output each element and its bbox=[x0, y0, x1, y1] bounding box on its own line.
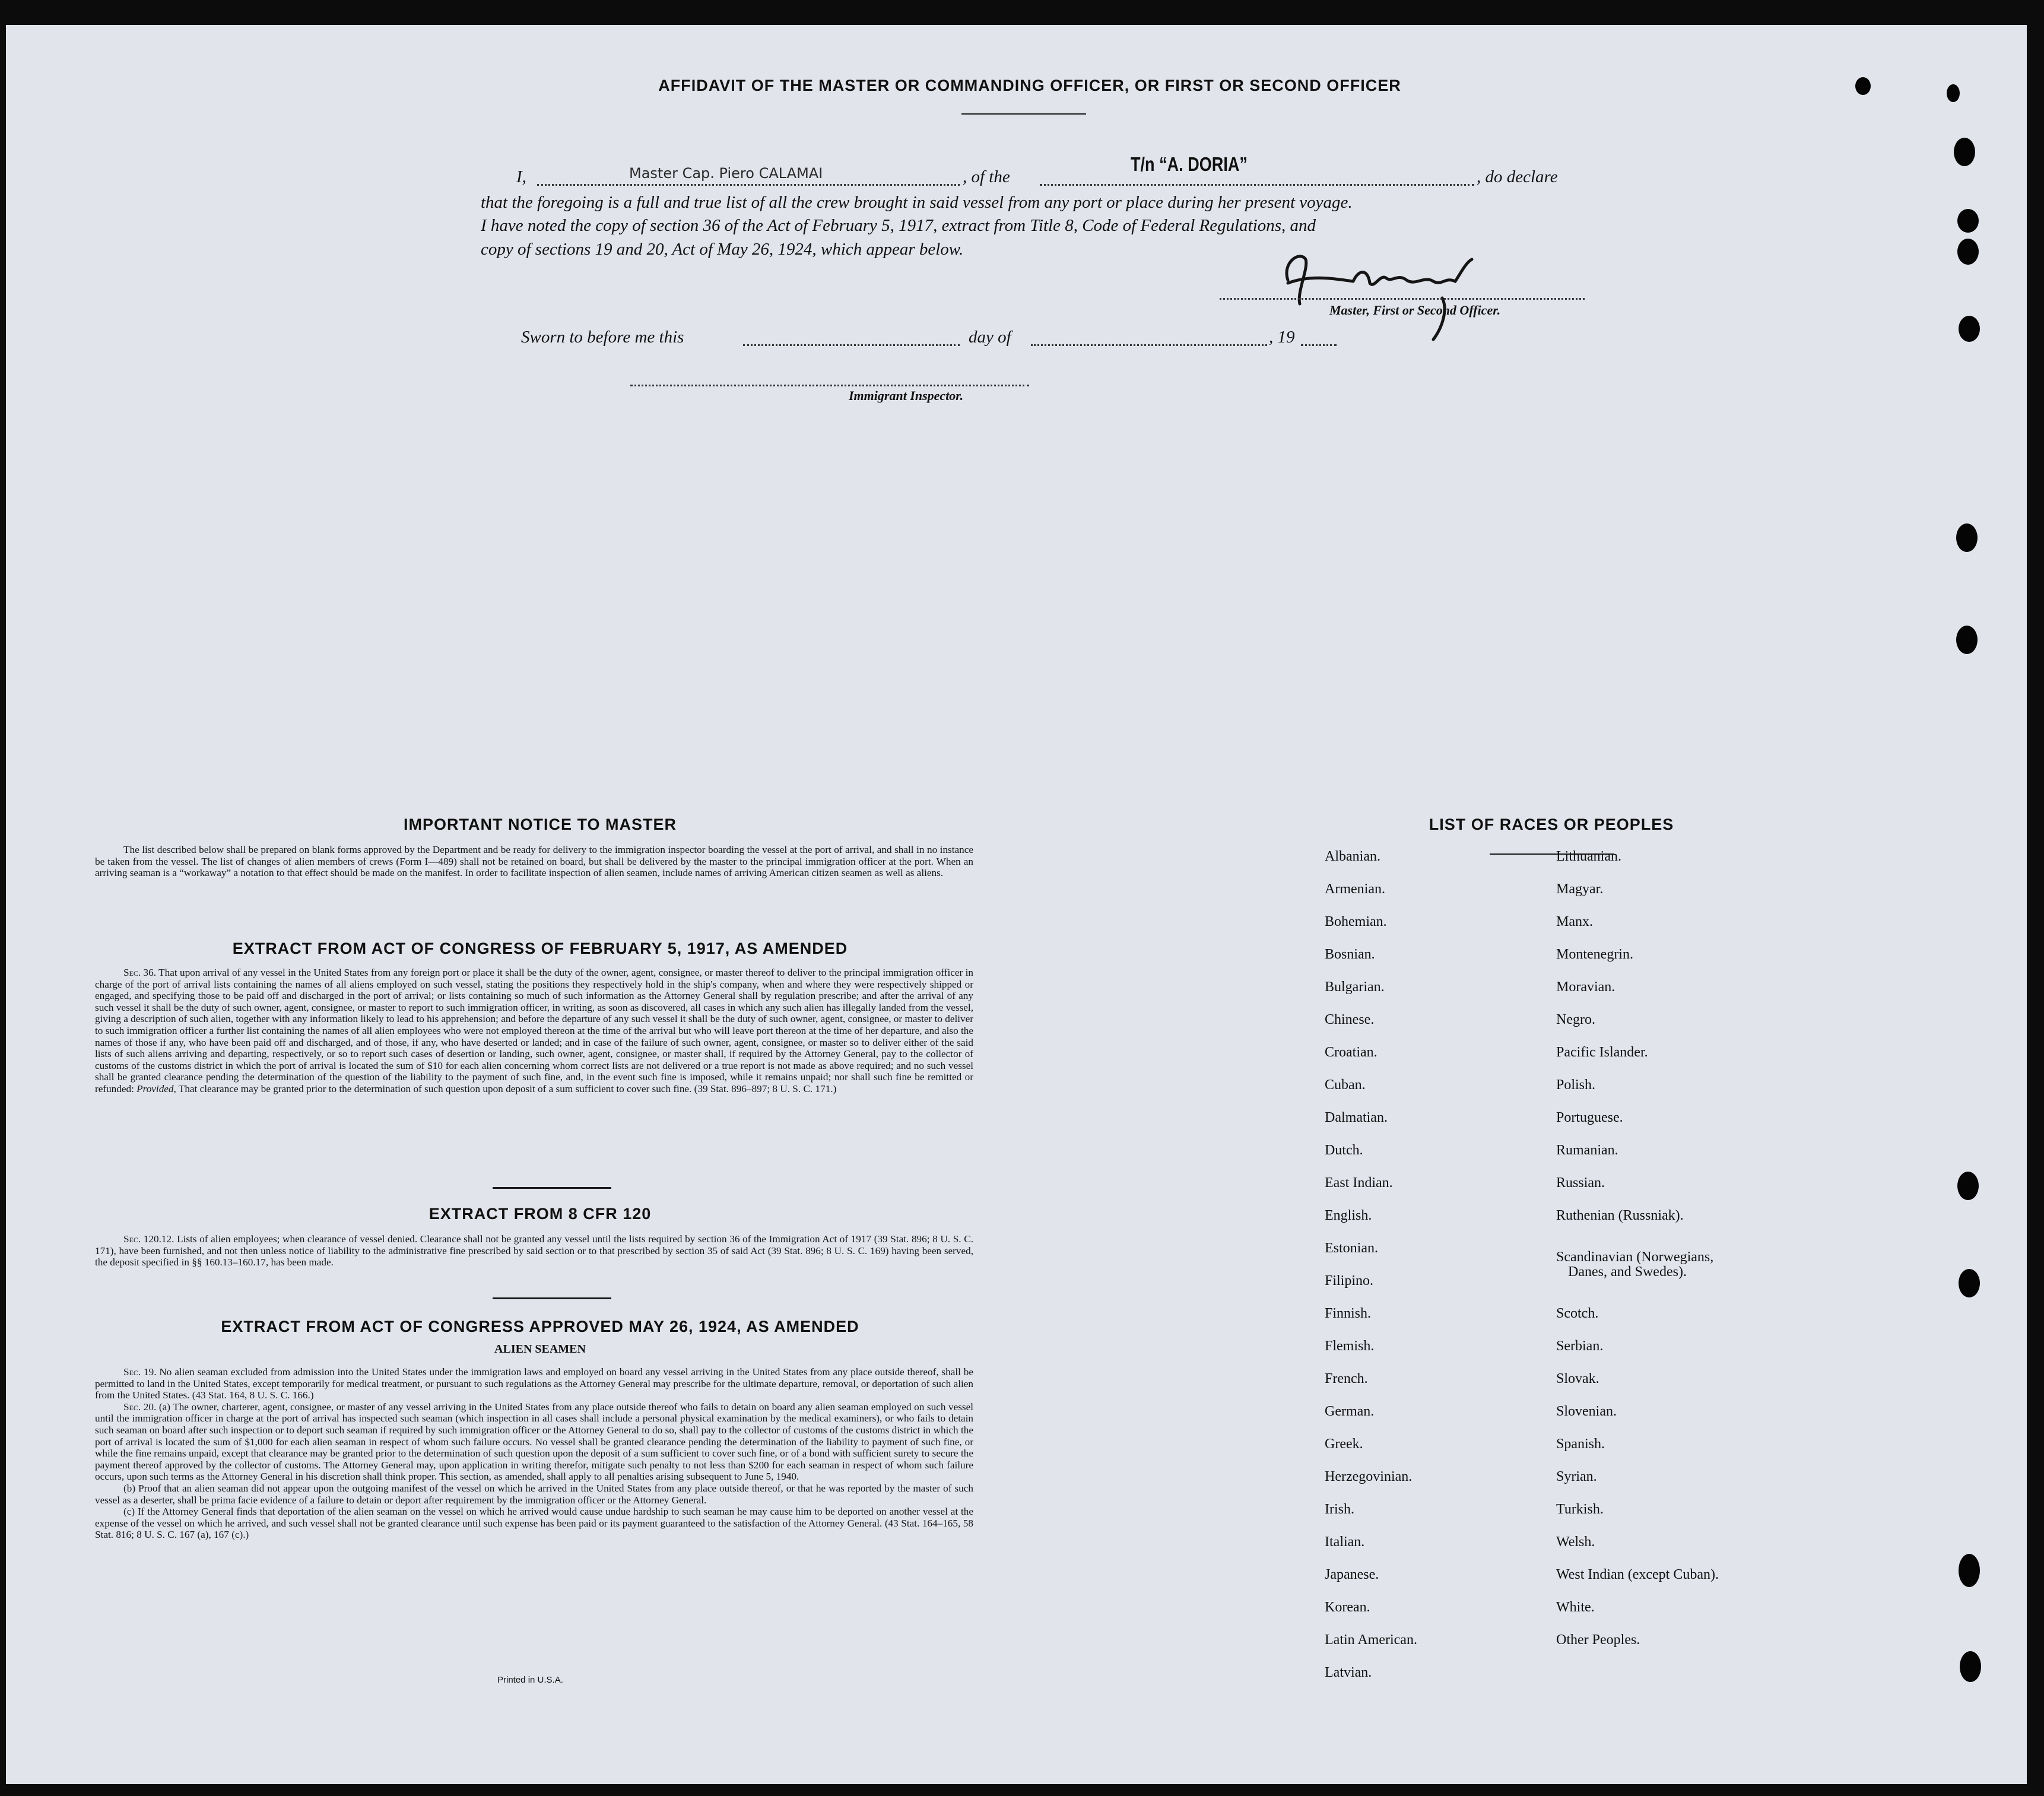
notice-heading: IMPORTANT NOTICE TO MASTER bbox=[404, 816, 677, 833]
race-item: Latvian. bbox=[1325, 1665, 1372, 1680]
race-item: Serbian. bbox=[1556, 1338, 1604, 1354]
heading-divider bbox=[961, 113, 1086, 115]
declaration-line-4: copy of sections 19 and 20, Act of May 26, 1924, which appear below. bbox=[481, 240, 964, 259]
race-item: Montenegrin. bbox=[1556, 947, 1633, 962]
sworn-month-line[interactable] bbox=[1031, 344, 1267, 346]
race-item: Herzegovinian. bbox=[1325, 1469, 1413, 1484]
race-item: Magyar. bbox=[1556, 881, 1604, 897]
race-item: English. bbox=[1325, 1208, 1372, 1223]
race-item: Croatian. bbox=[1325, 1045, 1378, 1060]
race-item: White. bbox=[1556, 1600, 1595, 1615]
races-heading: LIST OF RACES OR PEOPLES bbox=[1429, 816, 1674, 833]
race-item: Lithuanian. bbox=[1556, 849, 1621, 864]
race-item: French. bbox=[1325, 1371, 1368, 1386]
sworn-label: Sworn to before me this bbox=[521, 328, 684, 347]
race-item: Manx. bbox=[1556, 914, 1593, 929]
divider-2 bbox=[493, 1297, 611, 1299]
race-item: Albanian. bbox=[1325, 849, 1380, 864]
race-item: Japanese. bbox=[1325, 1567, 1379, 1582]
punch-hole bbox=[1956, 626, 1978, 654]
form-page bbox=[6, 25, 2027, 1784]
race-item: Dalmatian. bbox=[1325, 1110, 1388, 1125]
race-item: Chinese. bbox=[1325, 1012, 1375, 1027]
race-item: Scandinavian (Norwegians, bbox=[1556, 1249, 1714, 1265]
punch-hole bbox=[1960, 1651, 1981, 1682]
punch-hole bbox=[1957, 1172, 1979, 1200]
race-item: Scotch. bbox=[1556, 1306, 1599, 1321]
race-item: Italian. bbox=[1325, 1534, 1365, 1550]
punch-hole bbox=[1959, 316, 1980, 342]
race-item: Pacific Islander. bbox=[1556, 1045, 1648, 1060]
day-of-label: day of bbox=[969, 328, 1011, 347]
race-item: German. bbox=[1325, 1404, 1375, 1419]
declaration-line-2: that the foregoing is a full and true list of all the crew brought in said vessel from any port or place during her present voyage. bbox=[481, 193, 1353, 212]
race-item: Danes, and Swedes). bbox=[1568, 1264, 1687, 1280]
do-declare-label: , do declare bbox=[1477, 167, 1558, 186]
race-item: Turkish. bbox=[1556, 1502, 1604, 1517]
race-item: Korean. bbox=[1325, 1600, 1370, 1615]
extract-1924-heading: EXTRACT FROM ACT OF CONGRESS APPROVED MAY 26, 1924, AS AMENDED bbox=[221, 1318, 859, 1335]
race-item: Flemish. bbox=[1325, 1338, 1375, 1354]
race-item: Filipino. bbox=[1325, 1273, 1374, 1289]
race-item: Irish. bbox=[1325, 1502, 1354, 1517]
year-prefix: , 19 bbox=[1269, 328, 1295, 347]
notice-body: The list described below shall be prepared on blank forms approved by the Department and be ready for delivery to the immigration inspector boarding the vessel at the port of arrival, and shall in no instance be taken from the vessel. The list of changes of alien members of crews (Form I—489) shall not be retained on board, but shall be delivered by the master to the principal immigration officer at the port. When an arriving seaman is a “workaway” a notation to that effect should be made on the manifest. In order to facilitate inspection of alien seamen, include names of arriving American citizen seamen as well as aliens. bbox=[95, 844, 973, 879]
master-name-field[interactable]: Master Cap. Piero CALAMAI bbox=[629, 165, 823, 182]
divider-1 bbox=[493, 1187, 611, 1189]
signature-caption: Master, First or Second Officer. bbox=[1329, 303, 1501, 318]
race-item: Syrian. bbox=[1556, 1469, 1597, 1484]
of-the-label: , of the bbox=[963, 167, 1010, 186]
race-item: Cuban. bbox=[1325, 1077, 1366, 1093]
race-item: Slovenian. bbox=[1556, 1404, 1617, 1419]
cfr-heading: EXTRACT FROM 8 CFR 120 bbox=[429, 1205, 652, 1223]
vessel-name-field[interactable]: T/n “A. DORIA” bbox=[1131, 153, 1248, 175]
punch-hole bbox=[1957, 239, 1979, 265]
race-item: Negro. bbox=[1556, 1012, 1595, 1027]
i-label: I, bbox=[516, 167, 526, 186]
race-item: Bosnian. bbox=[1325, 947, 1375, 962]
race-item: Other Peoples. bbox=[1556, 1632, 1640, 1648]
race-item: Russian. bbox=[1556, 1175, 1605, 1191]
punch-hole bbox=[1956, 523, 1978, 552]
affidavit-heading: AFFIDAVIT OF THE MASTER OR COMMANDING OFFICER, OR FIRST OR SECOND OFFICER bbox=[658, 77, 1401, 94]
race-item: Dutch. bbox=[1325, 1143, 1363, 1158]
race-item: Finnish. bbox=[1325, 1306, 1372, 1321]
race-item: Moravian. bbox=[1556, 979, 1615, 995]
punch-hole bbox=[1947, 84, 1960, 102]
signature-mark bbox=[1264, 227, 1513, 345]
declaration-line-3: I have noted the copy of section 36 of the Act of February 5, 1917, extract from Title 8, Code of Federal Regulations, and bbox=[481, 216, 1316, 235]
race-item: Estonian. bbox=[1325, 1240, 1378, 1256]
master-name-line bbox=[537, 184, 960, 186]
race-item: Welsh. bbox=[1556, 1534, 1595, 1550]
race-item: Greek. bbox=[1325, 1436, 1363, 1452]
punch-hole bbox=[1957, 209, 1979, 233]
sworn-year-line[interactable] bbox=[1301, 344, 1337, 346]
printed-in-usa: Printed in U.S.A. bbox=[497, 1675, 563, 1685]
extract-1917-heading: EXTRACT FROM ACT OF CONGRESS OF FEBRUARY 5, 1917, AS AMENDED bbox=[232, 940, 848, 957]
vessel-name-line bbox=[1040, 184, 1474, 186]
race-item: Rumanian. bbox=[1556, 1143, 1618, 1158]
punch-hole bbox=[1954, 138, 1975, 166]
race-item: Ruthenian (Russniak). bbox=[1556, 1208, 1684, 1223]
punch-hole bbox=[1959, 1554, 1980, 1587]
race-item: East Indian. bbox=[1325, 1175, 1393, 1191]
extract-1917-body: Sec. 36. That upon arrival of any vessel in the United States from any foreign port or place it shall be the duty of the owner, agent, consignee, or master thereof to deliver to the principal immigration officer in charge of the port of arrival lists containing the names of all aliens employed on such vessel, stating the positions they respectively hold in the ship's company, when and where they were respectively shipped or engaged, and specifying those to be paid off and discharged in the port of arrival; or lists containing so much of such information as the Attorney General shall by regulation prescribe; and after the arrival of any such vessel it shall be the duty of such owner, agent, consignee, or master to report to such immigration officer, in writing, as soon as discovered, all cases in which any such alien has illegally landed from the vessel, giving a description of such alien, together with any information likely to lead to his apprehension; and before the departure of any such vessel it shall be the duty of such owner, agent, consignee, or master to deliver to such immigration officer a further list containing the names of all alien employees who were not employed thereon at the time of the arrival but who will leave port thereon at the time of her departure, and also the names of those if any, who have been paid off and discharged, and of those, if any, who have deserted or landed; and in case of the failure of such owner, agent, consignee, or master so to deliver either of the said lists of such aliens arriving and departing, respectively, or so to report such cases of desertion or landing, such owner, agent, consignee, or master shall, if required by the Attorney General, pay to the collector of customs of the customs district in which the port of arrival is located the sum of $10 for each alien concerning whom correct lists are not delivered or a true report is not made as above required; and no such vessel shall be granted clearance pending the determination of the question of the liability to the payment of such fine, and, in the event such fine is imposed, while it remains unpaid; nor shall such fine be remitted or refunded: Provided, That clearance may be granted prior to the determination of such question upon deposit of a sum sufficient to cover such fine. (39 Stat. 896–897; 8 U. S. C. 171.) bbox=[95, 967, 973, 1094]
extract-1924-body: Sec. 19. No alien seaman excluded from admission into the United States under the immigration laws and employed on board any vessel arriving in the United States from any place outside thereof, shall be permitted to land in the United States, except temporarily for medical treatment, or pursuant to such regulations as the Attorney General may prescribe for the ultimate departure, removal, or deportation of such alien from the United States. (43 Stat. 164, 8 U. S. C. 166.) Sec. 20. (a) The owner, charterer, agent, consignee, or master of any vessel arriving in the United States from any place outside thereof who fails to detain on board any alien seaman employed on such vessel until the immigration officer in charge at the port of arrival has inspected such seaman (which inspection in all cases shall include a personal physical examination by the medical examiners), or who fails to detain such seaman on board after such inspection or to deport such seaman if required by such immigration officer or the Attorney General to do so, shall pay to the collector of customs of the customs district in which the port of arrival is located the sum of $1,000 for each alien seaman in respect of whom such failure occurs. No vessel shall be granted clearance pending the determination of the liability to payment of such fine, or while the fine remains unpaid, except that clearance may be granted prior to the determination of such question upon the deposit of a sum sufficient to cover such fine, or of a bond with sufficient surety to secure the payment thereof approved by the collector of customs. The Attorney General may, upon application in writing therefor, mitigate such penalty to not less than $200 for each seaman in respect of whom such failure occurs, upon such terms as the Attorney General in his discretion shall think proper. This section, as amended, shall apply to all penalties arising subsequent to June 5, 1940. (b) Proof that an alien seaman did not appear upon the outgoing manifest of the vessel on which he arrived in the United States from any place outside thereof, or that he was reported by the master of such vessel as a deserter, shall be prima facie evidence of a failure to detain or deport after requirement by the immigration officer or the Attorney General. (c) If the Attorney General finds that deportation of the alien seaman on the vessel on which he arrived would cause undue hardship to such seaman he may cause him to be deported on another vessel at the expense of the vessel on which he arrived, and such vessel shall not be granted clearance until such expense has been paid or its payment guaranteed to the satisfaction of the Attorney General. (43 Stat. 164–165, 58 Stat. 816; 8 U. S. C. 167 (a), 167 (c).) bbox=[95, 1366, 974, 1541]
punch-hole bbox=[1855, 77, 1871, 95]
cfr-body: Sec. 120.12. Lists of alien employees; when clearance of vessel denied. Clearance shall not be granted any vessel until the lists required by section 36 of the Immigration Act of 1917 (39 Stat. 896; 8 U. S. C. 171), have been furnished, and not then unless notice of liability to the administrative fine prescribed by said section or to that prescribed by section 35 of said Act (39 Stat. 896; 8 U. S. C. 169) having been served, the deposit specified in §§ 160.13–160.17, has been made. bbox=[95, 1233, 974, 1268]
race-item: Bulgarian. bbox=[1325, 979, 1385, 995]
sec-36-label: Sec. 36. bbox=[123, 967, 157, 978]
race-item: Bohemian. bbox=[1325, 914, 1387, 929]
sworn-day-line[interactable] bbox=[743, 344, 960, 346]
alien-seamen-subheading: ALIEN SEAMEN bbox=[494, 1343, 586, 1356]
signature-line bbox=[1220, 298, 1585, 300]
race-item: Slovak. bbox=[1556, 1371, 1599, 1386]
race-item: Polish. bbox=[1556, 1077, 1596, 1093]
race-item: Spanish. bbox=[1556, 1436, 1605, 1452]
punch-hole bbox=[1959, 1269, 1980, 1297]
race-item: Portuguese. bbox=[1556, 1110, 1623, 1125]
race-item: Armenian. bbox=[1325, 881, 1385, 897]
inspector-signature-line[interactable] bbox=[630, 385, 1029, 386]
race-item: West Indian (except Cuban). bbox=[1556, 1567, 1719, 1582]
race-item: Latin American. bbox=[1325, 1632, 1417, 1648]
inspector-caption: Immigrant Inspector. bbox=[849, 388, 964, 403]
